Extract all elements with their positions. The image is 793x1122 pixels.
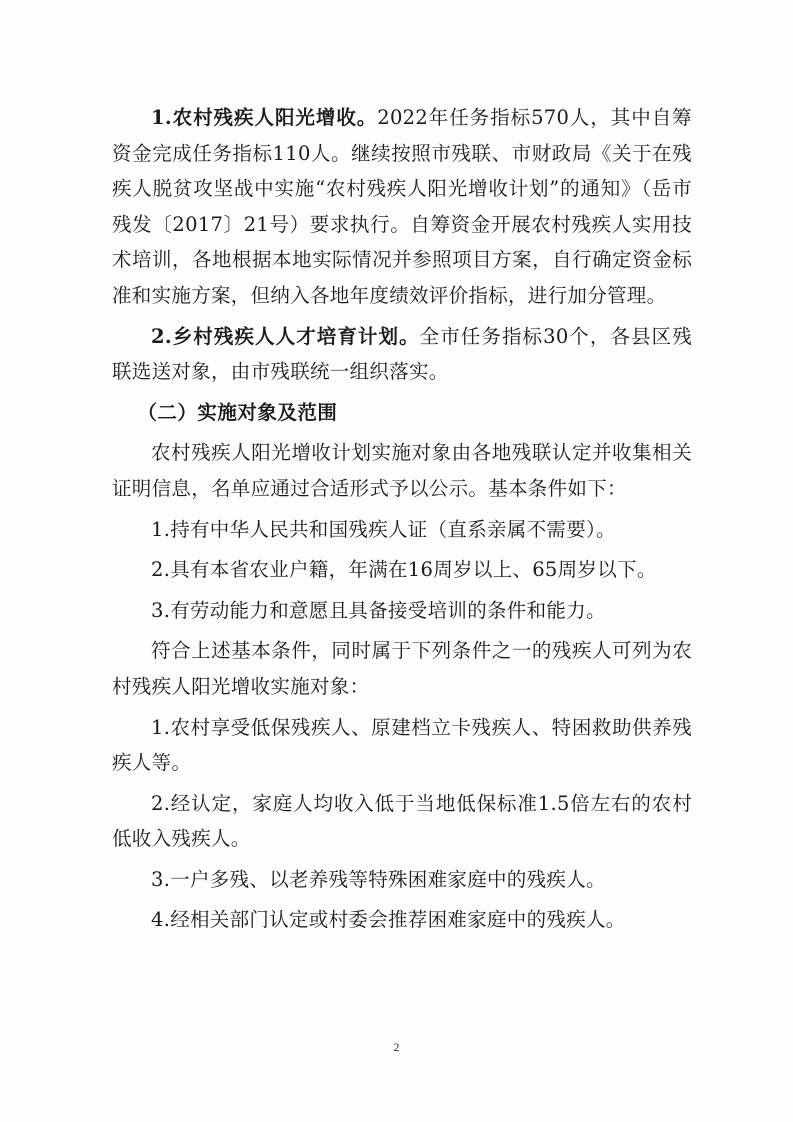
target-item-1: 1.农村享受低保残疾人、原建档立卡残疾人、特困救助供养残疾人等。 bbox=[112, 715, 692, 775]
item-lead-title: 1.农村残疾人阳光增收。 bbox=[151, 106, 378, 129]
paragraph-rural-sunshine-income bbox=[112, 100, 692, 314]
item-lead-title: 2.乡村残疾人人才培育计划。 bbox=[151, 324, 420, 348]
paragraph-additional-conditions: 符合上述基本条件，同时属于下列条件之一的残疾人可列为农村残疾人阳光增收实施对象： bbox=[112, 639, 692, 698]
condition-item-3: 3.有劳动能力和意愿且具备接受培训的条件和能力。 bbox=[151, 598, 606, 622]
page-number: 2 bbox=[393, 1040, 400, 1054]
target-item-4: 4.经相关部门认定或村委会推荐困难家庭中的残疾人。 bbox=[151, 908, 626, 932]
paragraph-target-definition: 农村残疾人阳光增收计划实施对象由各地残联认定并收集相关证明信息，名单应通过合适形式予以公示。基本条件如下： bbox=[112, 441, 692, 500]
target-item-2: 2.经认定，家庭人均收入低于当地低保标准1.5倍左右的农村低收入残疾人。 bbox=[112, 791, 692, 851]
paragraph-text: 全市任务指标30个，各县区残联选送对象，由市残联统一组织落实。 bbox=[112, 324, 692, 384]
section-heading-target-scope: （二）实施对象及范围 bbox=[137, 400, 338, 424]
condition-item-2: 2.具有本省农业户籍，年满在16周岁以上、65周岁以下。 bbox=[151, 558, 657, 582]
document-body bbox=[112, 100, 692, 938]
paragraph-talent-cultivation bbox=[112, 319, 692, 390]
paragraph-text: 2022年任务指标570人，其中自筹资金完成任务指标110人。继续按照市残联、市财政局《关于在残疾人脱贫攻坚战中实施“农村残疾人阳光增收计划”的通知》（岳市残发〔2017〕21号）要求执行。自筹资金开展农村残疾人实用技术培训，各地根据本地实际情况并参照项目方案，自行确定资金标准和实施方案，但纳入各地年度绩效评价指标，进行加分管理。 bbox=[112, 106, 692, 307]
condition-item-1: 1.持有中华人民共和国残疾人证（直系亲属不需要）。 bbox=[151, 517, 616, 541]
target-item-3: 3.一户多残、以老养残等特殊困难家庭中的残疾人。 bbox=[151, 867, 606, 891]
